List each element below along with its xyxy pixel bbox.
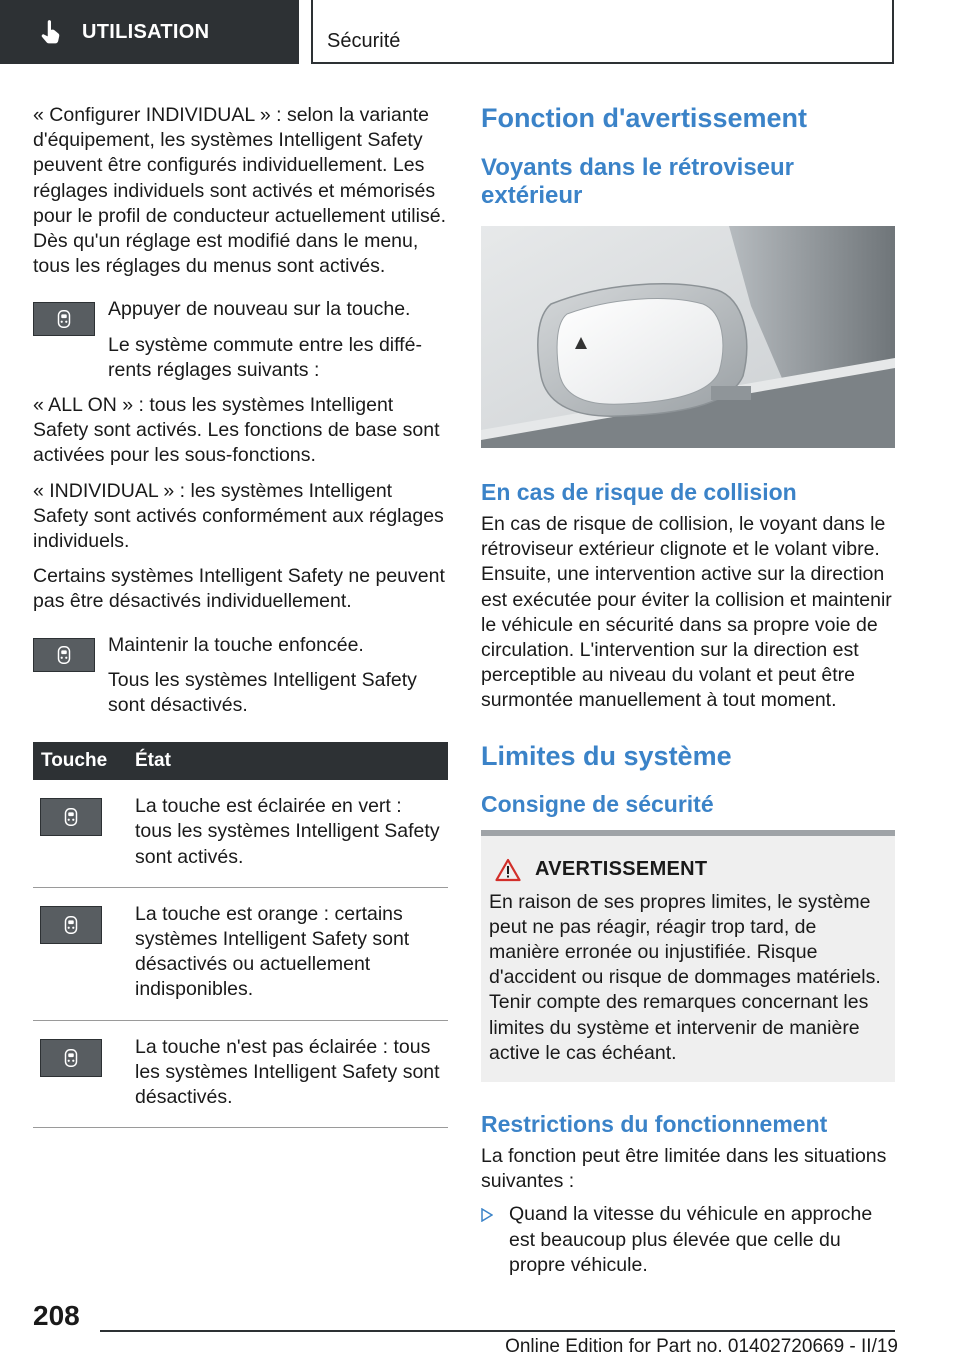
state-description: La touche est orange : certains systèmes Intelligent Safety sont désactivés ou actuellement indisponibles. bbox=[127, 887, 448, 1020]
page-number: 208 bbox=[33, 1300, 80, 1331]
heading-voyants: Voyants dans le rétroviseur extérieur bbox=[481, 154, 795, 209]
chapter-label: Sécurité bbox=[327, 30, 401, 52]
heading-collision: En cas de risque de collision bbox=[481, 479, 797, 505]
warning-triangle-icon bbox=[495, 858, 521, 882]
collision-text: En cas de risque de collision, le voyant dans le rétroviseur extérieur clignote et le volant vibre. Ensuite, une intervention active sur la direction est exécutée pour éviter la collision et maintenir le véhicule en sécurité dans sa propre voie de circulation. L'intervention sur la direction est perceptible au niveau du volant et peut être surmontée manuellement à tout moment. bbox=[481, 513, 892, 712]
state-description: La touche est éclairée en vert : tous les systèmes Intelligent Safety sont activés. bbox=[127, 780, 448, 887]
heading-fonction: Fonction d'avertissement bbox=[481, 103, 807, 133]
warning-title bbox=[489, 858, 887, 882]
switch-text: Le système commute entre les différents réglages suivants : bbox=[108, 333, 422, 381]
intelligent-safety-button-icon bbox=[40, 1039, 102, 1077]
individual-text: « INDIVIDUAL » : les systèmes Intelligent Safety sont activés conformément aux réglages individuels. bbox=[33, 479, 444, 553]
warning-text: En raison de ses propres limites, le système peut ne pas réagir, réagir trop tard, de manière erronée ou injustifiée. Risque d'accident ou risque de dommages matériels. Tenir compte des remarques concernant les limites du système et intervenir de manière active le cas échéant. bbox=[489, 890, 881, 1064]
heading-consigne: Consigne de sécurité bbox=[481, 790, 714, 817]
chapter-header bbox=[311, 0, 894, 64]
bullet-text: Quand la vitesse du véhicule en approche est beaucoup plus élevée que celle du propre véhicule. bbox=[509, 1203, 873, 1276]
press-again-block bbox=[33, 297, 448, 383]
warning-box bbox=[481, 830, 895, 1082]
certain-systems-text: Certains systèmes Intelligent Safety ne peuvent pas être désactivés individuellement. bbox=[33, 565, 445, 613]
table-row bbox=[33, 887, 448, 1020]
intelligent-safety-button-icon bbox=[40, 798, 102, 836]
heading-limites: Limites du système bbox=[481, 740, 732, 771]
hold-block bbox=[33, 633, 448, 719]
all-on-text: « ALL ON » : tous les systèmes Intelligent Safety sont activés. Les fonctions de base sont activées pour les sous-fonctions. bbox=[33, 394, 440, 467]
hold-text: Maintenir la touche enfoncée. bbox=[108, 633, 364, 656]
table-header-row bbox=[33, 742, 448, 780]
button-state-table bbox=[33, 742, 448, 1128]
column-header-touche: Touche bbox=[33, 742, 127, 780]
intelligent-safety-button-icon bbox=[33, 302, 95, 336]
press-again-text: Appuyer de nouveau sur la touche. bbox=[108, 298, 411, 321]
section-tab bbox=[0, 0, 299, 64]
edition-text: Online Edition for Part no. 01402720669 - II/19 bbox=[505, 1336, 898, 1357]
footer-divider bbox=[100, 1330, 895, 1332]
left-column bbox=[33, 103, 448, 1128]
table-row bbox=[33, 1020, 448, 1128]
state-description: La touche n'est pas éclairée : tous les systèmes Intelligent Safety sont désactivés. bbox=[127, 1020, 448, 1128]
restrictions-text: La fonction peut être limitée dans les situations suivantes : bbox=[481, 1145, 887, 1193]
table-row bbox=[33, 780, 448, 887]
hand-pointer-icon bbox=[38, 19, 64, 45]
intelligent-safety-button-icon bbox=[40, 906, 102, 944]
all-off-text: Tous les systèmes Intelligent Safety sont désactivés. bbox=[108, 668, 417, 717]
intelligent-safety-button-icon bbox=[33, 638, 95, 672]
mirror-illustration bbox=[481, 226, 895, 448]
column-header-etat: État bbox=[127, 742, 448, 780]
right-column bbox=[481, 100, 895, 1278]
individual-config-paragraph: « Configurer INDIVIDUAL » : selon la variante d'équipement, les systèmes Intelligent Safety peuvent être configurés individuellement. Les réglages individuels sont activés et mémorisés pour le profil de conducteur actuellement utilisé. Dès qu'un réglage est modifié dans le menu, tous les réglages du menus sont activés. bbox=[33, 104, 446, 278]
section-label: UTILISATION bbox=[82, 20, 210, 43]
triangle-bullet-icon bbox=[481, 1208, 493, 1222]
heading-restrictions: Restrictions du fonctionnement bbox=[481, 1111, 828, 1138]
warning-title-text: AVERTISSEMENT bbox=[535, 858, 708, 881]
list-item bbox=[481, 1202, 895, 1278]
